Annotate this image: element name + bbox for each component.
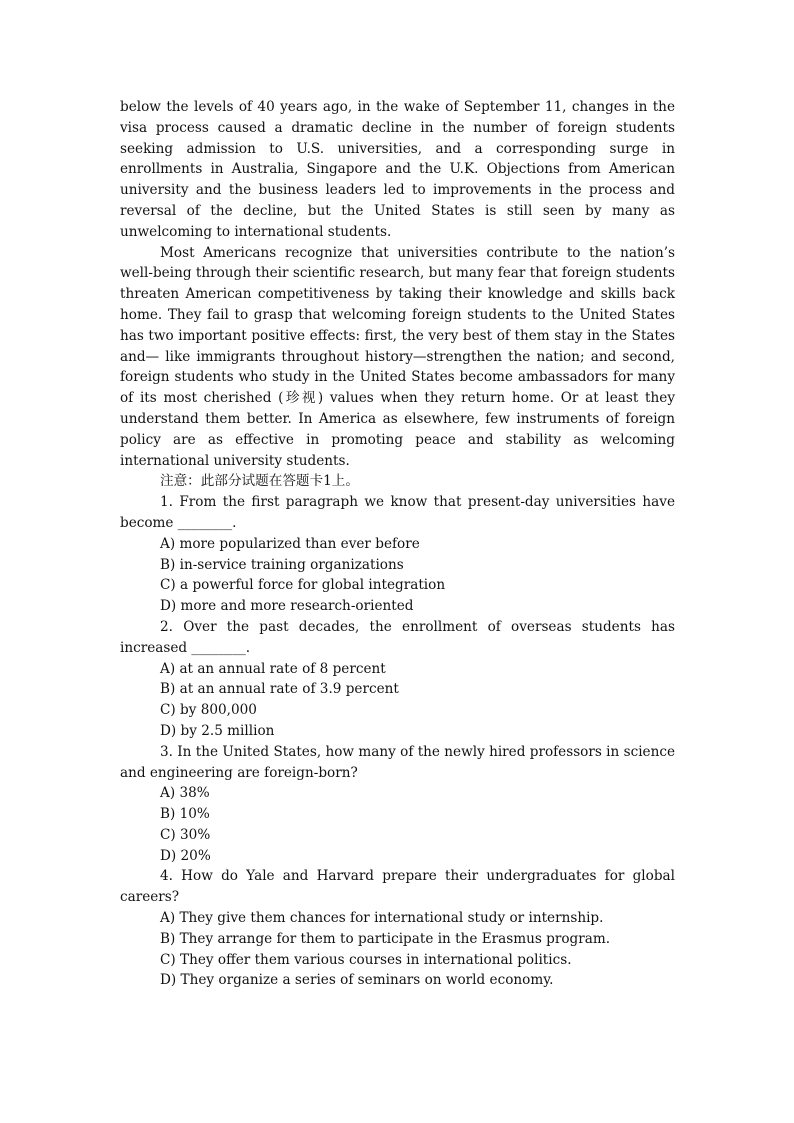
option-a: A) at an annual rate of 8 percent (160, 660, 386, 677)
option-c: C) by 800,000 (160, 702, 257, 719)
option-b: B) 10% (160, 806, 210, 823)
option-d: D) 20% (160, 847, 211, 864)
question-1 (120, 492, 675, 617)
option-a: A) 38% (160, 785, 210, 802)
passage-paragraph-2: Most Americans recognize that universities contribute to the nation’s well-being through their scientific research, but many fear that foreign students threaten American competitiveness by taking their knowledge and skills back home. They fail to grasp that welcoming foreign students to the United States has two important positive effects: first, the very best of them stay in the States and— like immigrants throughout history—strengthen the nation; and second, foreign students who study in the United States become ambassadors for many of its most cherished (珍视) values when they return home. Or at least they understand them better. In America as elsewhere, few instruments of foreign policy are as effective in promoting peace and stability as welcoming international university students. (120, 244, 675, 469)
passage-paragraph-1: below the levels of 40 years ago, in the wake of September 11, changes in the visa process caused a dramatic decline in the number of foreign students seeking admission to U.S. universities, and a corresponding surge in enrollments in Australia, Singapore and the U.K. Objections from American university and the business leaders led to improvements in the process and reversal of the decline, but the United States is still seen by many as unwelcoming to international students. (120, 99, 675, 240)
question-stem: 1. From the first paragraph we know that present-day universities have become ________. (120, 494, 675, 531)
option-d: D) by 2.5 million (160, 722, 275, 739)
option-d: D) They organize a series of seminars on world economy. (160, 972, 554, 989)
question-stem: 4. How do Yale and Harvard prepare their undergraduates for global careers? (120, 868, 675, 906)
question-2 (120, 617, 675, 742)
document-page (120, 97, 675, 991)
question-stem: 3. In the United States, how many of the newly hired professors in science and engineering are foreign-born? (120, 743, 675, 781)
option-c: C) a powerful force for global integration (160, 577, 446, 594)
answer-sheet-note: 注意：此部分试题在答题卡1上。 (160, 473, 359, 490)
option-a: A) more popularized than ever before (160, 535, 420, 552)
option-b: B) They arrange for them to participate in the Erasmus program. (160, 930, 611, 947)
option-b: B) at an annual rate of 3.9 percent (160, 681, 399, 698)
option-a: A) They give them chances for international study or internship. (160, 910, 604, 927)
question-4 (120, 866, 675, 991)
option-b: B) in-service training organizations (160, 556, 404, 573)
option-c: C) They offer them various courses in international politics. (160, 951, 572, 968)
question-stem: 2. Over the past decades, the enrollment of overseas students has increased ________. (120, 618, 675, 656)
option-c: C) 30% (160, 826, 211, 843)
option-d: D) more and more research-oriented (160, 598, 414, 615)
question-3 (120, 742, 675, 867)
